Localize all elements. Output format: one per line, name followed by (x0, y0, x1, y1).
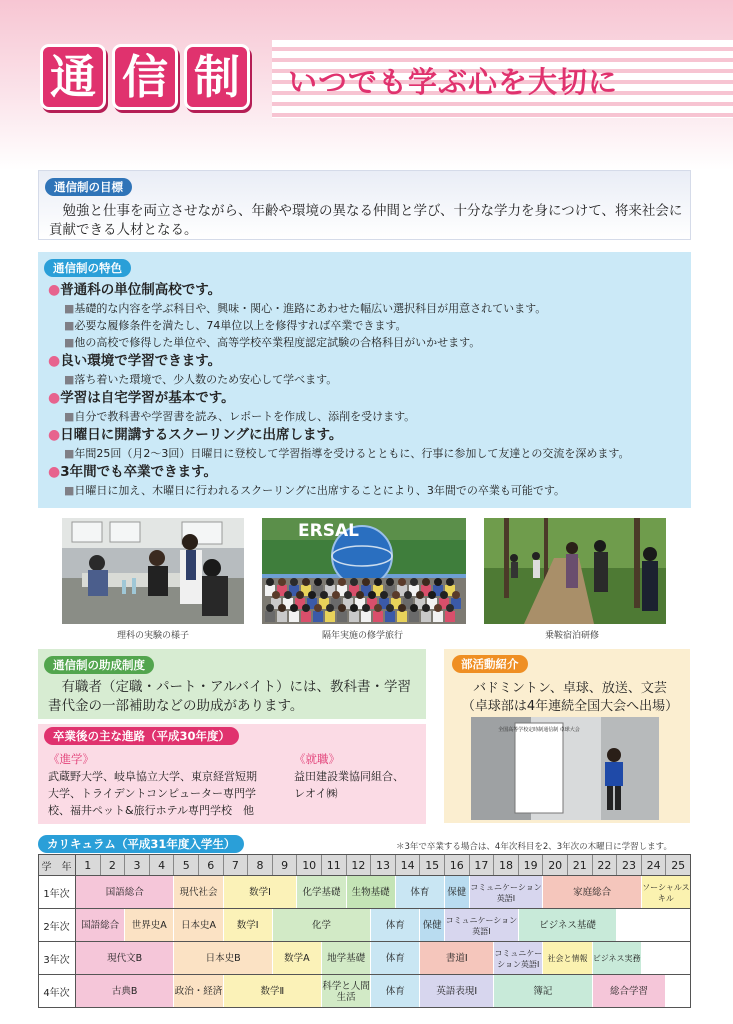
slogan: いつでも学ぶ心を大切に (288, 65, 619, 99)
subject-cell: ビジネス基礎 (519, 909, 617, 942)
subject-cell: 体育 (371, 975, 420, 1008)
unit-number: 24 (642, 854, 667, 876)
unit-number: 4 (150, 854, 175, 876)
subject-cell: 総合学習 (593, 975, 667, 1008)
unit-number: 9 (273, 854, 298, 876)
career-work-line: レオイ㈱ (294, 787, 338, 800)
feature-heading: ●3年間でも卒業できます。 (48, 464, 218, 480)
subject-cell: 保健 (445, 876, 470, 909)
caption-science-lab: 理科の実験の様子 (117, 631, 190, 641)
aid-tag: 通信制の助成制度 (44, 656, 154, 674)
feature-heading: ●学習は自宅学習が基本です。 (48, 390, 235, 406)
unit-number: 10 (297, 854, 322, 876)
bullet-square-icon: ■ (64, 410, 75, 423)
bullet-square-icon: ■ (64, 484, 75, 497)
subject-cell: 政治・経済 (174, 975, 223, 1008)
subject-cell: 古典B (76, 975, 174, 1008)
subject-cell: 英語表現Ⅰ (420, 975, 494, 1008)
row-divider (38, 908, 691, 909)
curriculum-row-label: 3年次 (38, 942, 76, 975)
career-study-label: 《進学》 (48, 752, 94, 766)
photo-science-lab (62, 518, 244, 624)
subject-cell: 数学A (273, 942, 322, 975)
subject-cell: ソーシャルスキル (642, 876, 691, 909)
unit-number: 16 (445, 854, 470, 876)
unit-number: 2 (101, 854, 126, 876)
bullet-square-icon: ■ (64, 373, 75, 386)
row-divider (38, 941, 691, 942)
curriculum-header-label: 学 年 (38, 854, 76, 876)
feature-detail: ■他の高校で修得した単位や、高等学校卒業程度認定試験の合格科目がいかせます。 (64, 336, 481, 349)
subject-cell: コミュニケーション英語Ⅰ (494, 942, 543, 975)
career-work (294, 751, 404, 802)
bullet-square-icon: ■ (64, 447, 75, 460)
curriculum-note: ＊3年で卒業する場合は、4年次科目を2、3年次の木曜日に学習します。 (396, 842, 672, 852)
career-study-line: 校、福井ペット&旅行ホテル専門学校 他 (48, 804, 255, 817)
bullet-square-icon: ■ (64, 336, 75, 349)
career-work-label: 《就職》 (294, 752, 340, 766)
features-tag: 通信制の特色 (44, 259, 131, 277)
photo-norikura-training (484, 518, 666, 624)
unit-number: 14 (396, 854, 421, 876)
unit-number: 12 (347, 854, 372, 876)
feature-detail: ■年間25回（月2～3回）日曜日に登校して学習指導を受けるとともに、行事に参加して友達との交流を深めます。 (64, 447, 630, 460)
bullet-dot-icon: ● (48, 464, 61, 480)
subject-cell: 数学Ⅰ (224, 876, 298, 909)
unit-number: 22 (593, 854, 618, 876)
club-line-1: バドミントン、卓球、放送、文芸 (473, 681, 667, 696)
subject-cell: 日本史A (174, 909, 223, 942)
feature-detail: ■基礎的な内容を学ぶ科目や、興味・関心・進路にあわせた幅広い選択科目が用意されています。 (64, 302, 547, 315)
subject-cell: コミュニケーション英語Ⅰ (445, 909, 519, 942)
career-study (48, 751, 257, 819)
photo-table-tennis (471, 717, 659, 820)
subject-cell: 簿記 (494, 975, 592, 1008)
subject-cell: 社会と情報 (543, 942, 592, 975)
title-char-2: 信 (112, 44, 178, 110)
unit-number: 25 (666, 854, 691, 876)
title-char-1: 通 (40, 44, 106, 110)
unit-number: 19 (519, 854, 544, 876)
row-divider (38, 875, 691, 876)
subject-cell: 科学と人間生活 (322, 975, 371, 1008)
subject-cell: 化学基礎 (297, 876, 346, 909)
unit-number: 23 (617, 854, 642, 876)
caption-school-trip: 隔年実施の修学旅行 (322, 631, 404, 641)
feature-detail: ■自分で教科書や学習書を読み、レポートを作成し、添削を受けます。 (64, 410, 416, 423)
subject-cell: 家庭総合 (543, 876, 641, 909)
caption-norikura: 乗鞍宿泊研修 (545, 631, 600, 641)
unit-number: 18 (494, 854, 519, 876)
bullet-dot-icon: ● (48, 282, 61, 298)
unit-number: 17 (470, 854, 495, 876)
feature-detail: ■落ち着いた環境で、少人数のため安心して学べます。 (64, 373, 338, 386)
subject-cell: 国語総合 (76, 876, 174, 909)
feature-heading: ●日曜日に開講するスクーリングに出席します。 (48, 427, 343, 443)
career-study-line: 武蔵野大学、岐阜協立大学、東京経営短期 (48, 770, 257, 783)
feature-detail: ■必要な履修条件を満たし、74単位以上を修得すれば卒業できます。 (64, 319, 407, 332)
subject-cell: 現代文B (76, 942, 174, 975)
career-study-line: 大学、トライデントコンピューター専門学 (48, 787, 257, 800)
feature-heading: ●良い環境で学習できます。 (48, 353, 222, 369)
bullet-dot-icon: ● (48, 390, 61, 406)
subject-cell: 現代社会 (174, 876, 223, 909)
unit-number: 5 (174, 854, 199, 876)
subject-cell: 地学基礎 (322, 942, 371, 975)
unit-number: 7 (224, 854, 249, 876)
unit-number: 3 (125, 854, 150, 876)
unit-number: 15 (420, 854, 445, 876)
row-divider (38, 974, 691, 975)
unit-number: 20 (543, 854, 568, 876)
subject-cell: 数学Ⅰ (224, 909, 273, 942)
subject-cell: 保健 (420, 909, 445, 942)
unit-number: 6 (199, 854, 224, 876)
subject-cell: 体育 (371, 909, 420, 942)
subject-cell: 世界史A (125, 909, 174, 942)
career-tag: 卒業後の主な進路（平成30年度） (44, 727, 239, 745)
goal-tag: 通信制の目標 (45, 178, 132, 196)
feature-detail: ■日曜日に加え、木曜日に行われるスクーリングに出席することにより、3年間での卒業も可能です。 (64, 484, 565, 497)
feature-heading: ●普通科の単位制高校です。 (48, 282, 222, 298)
unit-number: 13 (371, 854, 396, 876)
subject-cell: ビジネス実務 (593, 942, 642, 975)
bullet-dot-icon: ● (48, 427, 61, 443)
aid-text: 有職者（定職・パート・アルバイト）には、教科書・学習書代金の一部補助などの助成があります。 (48, 679, 412, 714)
curriculum-row-label: 4年次 (38, 975, 76, 1008)
goal-section (38, 170, 691, 240)
unit-number: 8 (248, 854, 273, 876)
curriculum-row-label: 1年次 (38, 876, 76, 909)
subject-cell: 日本史B (174, 942, 272, 975)
unit-number: 11 (322, 854, 347, 876)
subject-cell: 数学Ⅱ (224, 975, 322, 1008)
features-section (38, 252, 691, 508)
club-line-2: （卓球部は4年連続全国大会へ出場） (461, 699, 679, 714)
subject-cell: 生物基礎 (347, 876, 396, 909)
photo-sign-text: ERSAL (298, 521, 359, 541)
career-section (38, 724, 426, 824)
bullet-square-icon: ■ (64, 302, 75, 315)
title-char-3: 制 (184, 44, 250, 110)
subject-cell: 体育 (371, 942, 420, 975)
club-text (452, 680, 688, 716)
bullet-dot-icon: ● (48, 353, 61, 369)
club-banner-text: 全国高等学校定時制通信制 卓球大会 (498, 727, 580, 733)
subject-cell: 体育 (396, 876, 445, 909)
club-section (444, 649, 690, 823)
goal-text: 勉強と仕事を両立させながら、年齢や環境の異なる仲間と学び、十分な学力を身につけて、将来社会に貢献できる人材となる。 (49, 203, 683, 238)
features-list (48, 280, 630, 499)
career-work-line: 益田建設業協同組合、 (294, 770, 404, 783)
curriculum-tag: カリキュラム（平成31年度入学生） (38, 835, 244, 853)
unit-number: 21 (568, 854, 593, 876)
curriculum-row-label: 2年次 (38, 909, 76, 942)
curriculum-table (38, 854, 691, 1010)
photo-school-trip (262, 518, 466, 624)
subject-cell: 化学 (273, 909, 371, 942)
subject-cell: 国語総合 (76, 909, 125, 942)
unit-number: 1 (76, 854, 101, 876)
club-tag: 部活動紹介 (452, 655, 528, 673)
subject-cell: コミュニケーション英語Ⅰ (470, 876, 544, 909)
aid-section (38, 649, 426, 719)
subject-cell: 書道Ⅰ (420, 942, 494, 975)
bullet-square-icon: ■ (64, 319, 75, 332)
